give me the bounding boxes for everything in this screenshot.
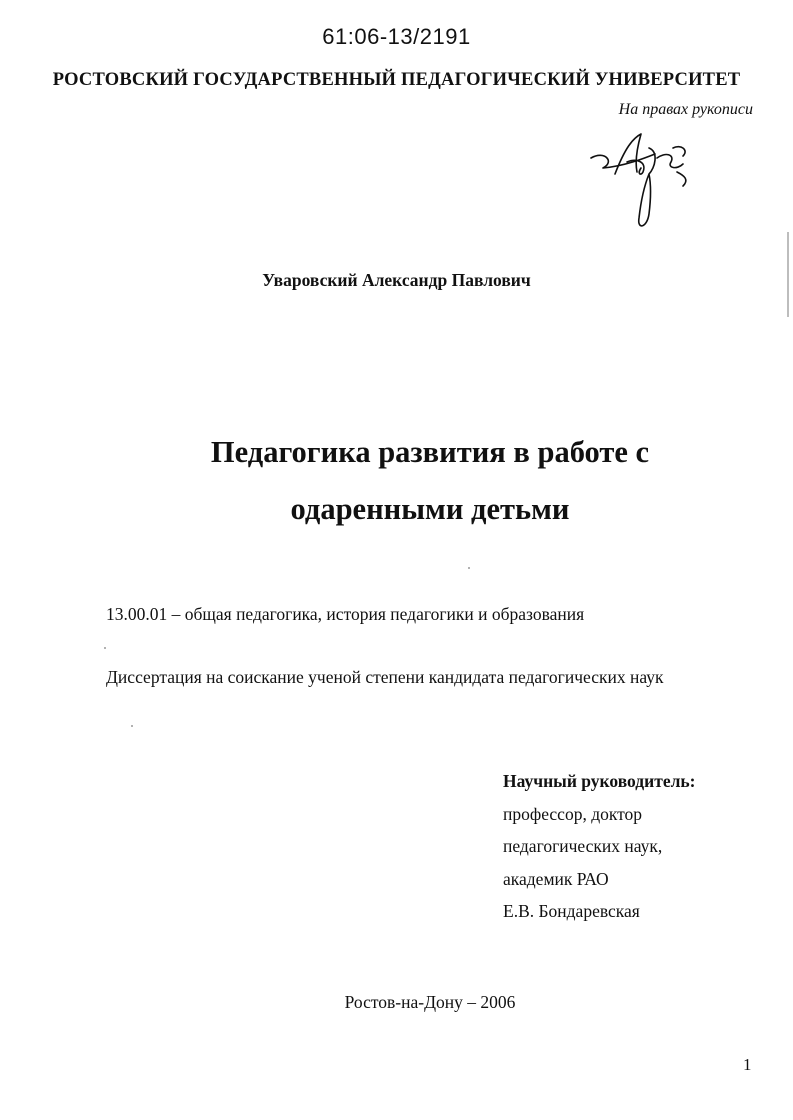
university-name: РОСТОВСКИЙ ГОСУДАРСТВЕННЫЙ ПЕДАГОГИЧЕСКИЙ УНИВЕРСИТЕТ (52, 70, 741, 90)
signature-stroke (673, 147, 685, 156)
signature-stroke (657, 155, 683, 168)
page-number: 1 (743, 1055, 752, 1074)
scan-speck (104, 647, 106, 649)
signature-stroke (677, 172, 686, 186)
scan-speck (468, 567, 470, 569)
handwritten-signature (585, 128, 705, 233)
advisor-line: академик РАО (503, 868, 609, 889)
scan-speck (131, 725, 133, 727)
specialty-code: 13.00.01 – общая педагогика, история педагогики и образования (106, 604, 585, 624)
dissertation-type: Диссертация на соискание ученой степени кандидата педагогических наук (106, 667, 664, 687)
city-year: Ростов-на-Дону – 2006 (344, 992, 516, 1012)
author-name: Уваровский Александр Павлович (262, 270, 531, 290)
title-line: Педагогика развития в работе с (210, 435, 650, 469)
advisor-line: Е.В. Бондаревская (503, 901, 640, 921)
scan-edge-mark (787, 232, 789, 317)
rights-note: На правах рукописи (618, 101, 753, 118)
advisor-line: педагогических наук, (503, 836, 663, 856)
archive-code: 61:06-13/2191 (322, 24, 471, 49)
dissertation-title (0, 424, 793, 538)
title-line: одаренными детьми (290, 492, 570, 526)
signature-stroke (615, 134, 641, 174)
advisor-heading: Научный руководитель: (503, 771, 696, 791)
advisor-line: профессор, доктор (503, 803, 643, 824)
scientific-advisor (503, 765, 696, 928)
